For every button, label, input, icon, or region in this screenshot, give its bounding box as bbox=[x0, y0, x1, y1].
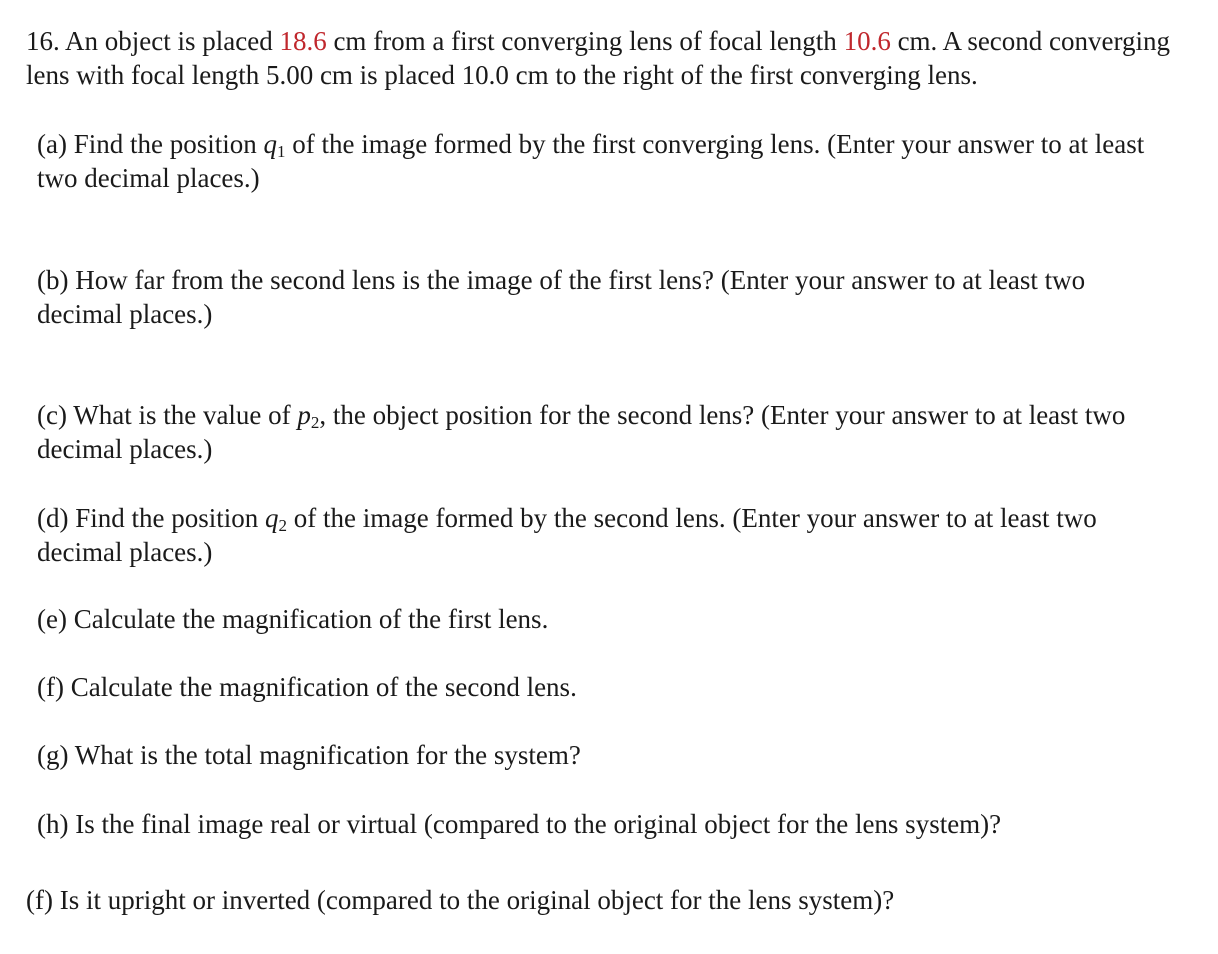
part-h-label: (h) bbox=[37, 809, 69, 839]
problem-number: 16. bbox=[26, 26, 60, 56]
part-a-text-1: Find the position bbox=[66, 129, 264, 159]
part-upright-label: (f) bbox=[26, 885, 53, 915]
intro-text-3: cm. A second converging lens with focal length 5.00 cm is placed 10.0 cm to the right of the first converging lens. bbox=[26, 26, 1171, 90]
part-c-label: (c) bbox=[37, 400, 67, 430]
part-upright-text: Is it upright or inverted (compared to the original object for the lens system)? bbox=[52, 885, 895, 915]
part-g-label: (g) bbox=[37, 740, 69, 770]
problem-statement bbox=[26, 24, 1196, 92]
part-c-subscript: 2 bbox=[310, 413, 320, 432]
part-a-subscript: 1 bbox=[276, 142, 286, 161]
part-f-label: (f) bbox=[37, 672, 64, 702]
object-distance-value: 18.6 bbox=[279, 26, 327, 56]
part-d-text-2: of the image formed by the second lens. (Enter your answer to at least two decimal places.) bbox=[37, 503, 1097, 567]
part-e-text: Calculate the magnification of the first lens. bbox=[66, 604, 549, 634]
part-b-text: How far from the second lens is the image of the first lens? (Enter your answer to at least two decimal places.) bbox=[37, 265, 1086, 329]
part-h-text: Is the final image real or virtual (compared to the original object for the lens system)? bbox=[68, 809, 1002, 839]
intro-text-1: An object is placed bbox=[59, 26, 280, 56]
part-g bbox=[37, 738, 1187, 772]
part-a-text-2: of the image formed by the first converging lens. (Enter your answer to at least two decimal places.) bbox=[37, 129, 1145, 193]
part-f bbox=[37, 670, 1187, 704]
part-b-label: (b) bbox=[37, 265, 69, 295]
part-upright-inverted bbox=[26, 883, 1186, 917]
part-c-text-1: What is the value of bbox=[66, 400, 298, 430]
part-e-label: (e) bbox=[37, 604, 67, 634]
focal-length-value: 10.6 bbox=[843, 26, 891, 56]
part-f-text: Calculate the magnification of the second lens. bbox=[63, 672, 577, 702]
part-d bbox=[37, 501, 1157, 569]
part-d-label: (d) bbox=[37, 503, 69, 533]
part-d-subscript: 2 bbox=[278, 516, 287, 535]
part-a-variable: q bbox=[263, 129, 277, 159]
part-g-text: What is the total magnification for the system? bbox=[68, 740, 581, 770]
part-d-variable: q bbox=[265, 503, 279, 533]
part-c-text-2: , the object position for the second lens? (Enter your answer to at least two decimal places.) bbox=[37, 400, 1126, 464]
part-e bbox=[37, 602, 1187, 636]
part-a-label: (a) bbox=[37, 129, 67, 159]
part-a bbox=[37, 127, 1167, 195]
part-b bbox=[37, 263, 1137, 331]
part-c-variable: p bbox=[297, 400, 311, 430]
part-d-text-1: Find the position bbox=[68, 503, 265, 533]
intro-text-2: cm from a first converging lens of focal length bbox=[326, 26, 844, 56]
part-c bbox=[37, 398, 1187, 466]
part-h bbox=[37, 807, 1197, 841]
